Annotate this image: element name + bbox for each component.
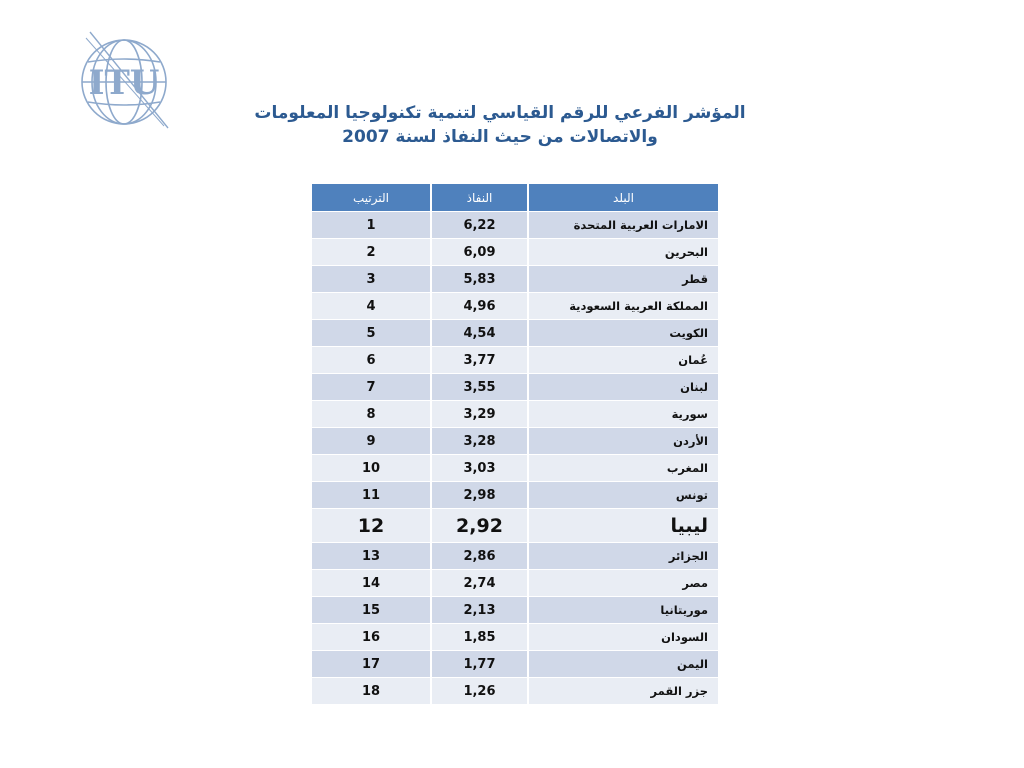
penetration-cell: 1,26: [431, 678, 528, 705]
country-cell: المملكة العربية السعودية: [528, 293, 718, 320]
table-header: [312, 184, 718, 212]
country-cell: جزر القمر: [528, 678, 718, 705]
title-line-1: المؤشر الفرعي للرقم القياسي لتنمية تكنولوجيا المعلومات: [254, 103, 746, 123]
penetration-cell: 2,92: [431, 509, 528, 543]
penetration-cell: 3,29: [431, 401, 528, 428]
table-row: [312, 570, 718, 597]
rank-cell: 3: [312, 266, 431, 293]
rank-cell: 16: [312, 624, 431, 651]
penetration-cell: 2,74: [431, 570, 528, 597]
penetration-cell: 1,77: [431, 651, 528, 678]
rank-cell: 11: [312, 482, 431, 509]
logo-text: ITU: [88, 63, 160, 103]
header-penetration: النفاذ: [431, 184, 528, 212]
table-row: [312, 266, 718, 293]
country-cell: ليبيا: [528, 509, 718, 543]
rank-cell: 1: [312, 212, 431, 239]
country-cell: عُمان: [528, 347, 718, 374]
page-title: [200, 101, 800, 149]
country-cell: مصر: [528, 570, 718, 597]
penetration-cell: 4,54: [431, 320, 528, 347]
itu-logo: [76, 30, 172, 130]
rank-cell: 5: [312, 320, 431, 347]
penetration-cell: 3,77: [431, 347, 528, 374]
table-row: [312, 597, 718, 624]
country-cell: الجزائر: [528, 543, 718, 570]
table-row: [312, 624, 718, 651]
rank-cell: 9: [312, 428, 431, 455]
header-rank: الترتيب: [312, 184, 431, 212]
table-body: [312, 212, 718, 705]
country-cell: موريتانيا: [528, 597, 718, 624]
penetration-cell: 5,83: [431, 266, 528, 293]
rank-cell: 12: [312, 509, 431, 543]
table-row: [312, 543, 718, 570]
table-row: [312, 320, 718, 347]
table-row: [312, 347, 718, 374]
penetration-cell: 2,98: [431, 482, 528, 509]
country-cell: الامارات العربية المتحدة: [528, 212, 718, 239]
header-row: [312, 184, 718, 212]
penetration-cell: 3,03: [431, 455, 528, 482]
penetration-cell: 6,09: [431, 239, 528, 266]
penetration-cell: 3,55: [431, 374, 528, 401]
header-country: البلد: [528, 184, 718, 212]
table-row: [312, 293, 718, 320]
table-row: [312, 455, 718, 482]
country-cell: الأردن: [528, 428, 718, 455]
penetration-cell: 4,96: [431, 293, 528, 320]
globe-icon: [76, 30, 172, 130]
rank-cell: 10: [312, 455, 431, 482]
rank-cell: 4: [312, 293, 431, 320]
country-cell: لبنان: [528, 374, 718, 401]
rank-cell: 7: [312, 374, 431, 401]
penetration-cell: 2,13: [431, 597, 528, 624]
table-row: [312, 651, 718, 678]
title-line-2: والاتصالات من حيث النفاذ لسنة 2007: [342, 127, 658, 147]
country-cell: قطر: [528, 266, 718, 293]
rank-cell: 8: [312, 401, 431, 428]
rank-cell: 13: [312, 543, 431, 570]
penetration-cell: 6,22: [431, 212, 528, 239]
country-cell: المغرب: [528, 455, 718, 482]
ranking-table: [312, 184, 718, 704]
table-row: [312, 428, 718, 455]
penetration-cell: 2,86: [431, 543, 528, 570]
country-cell: الكويت: [528, 320, 718, 347]
country-cell: تونس: [528, 482, 718, 509]
rank-cell: 14: [312, 570, 431, 597]
country-cell: البحرين: [528, 239, 718, 266]
penetration-cell: 1,85: [431, 624, 528, 651]
table-row-highlighted: [312, 509, 718, 543]
table-row: [312, 212, 718, 239]
country-cell: السودان: [528, 624, 718, 651]
rank-cell: 18: [312, 678, 431, 705]
country-cell: سورية: [528, 401, 718, 428]
country-cell: اليمن: [528, 651, 718, 678]
penetration-cell: 3,28: [431, 428, 528, 455]
table-row: [312, 678, 718, 705]
rank-cell: 6: [312, 347, 431, 374]
table-row: [312, 239, 718, 266]
rank-cell: 15: [312, 597, 431, 624]
rank-cell: 2: [312, 239, 431, 266]
table-row: [312, 374, 718, 401]
table-row: [312, 401, 718, 428]
rank-cell: 17: [312, 651, 431, 678]
table-row: [312, 482, 718, 509]
